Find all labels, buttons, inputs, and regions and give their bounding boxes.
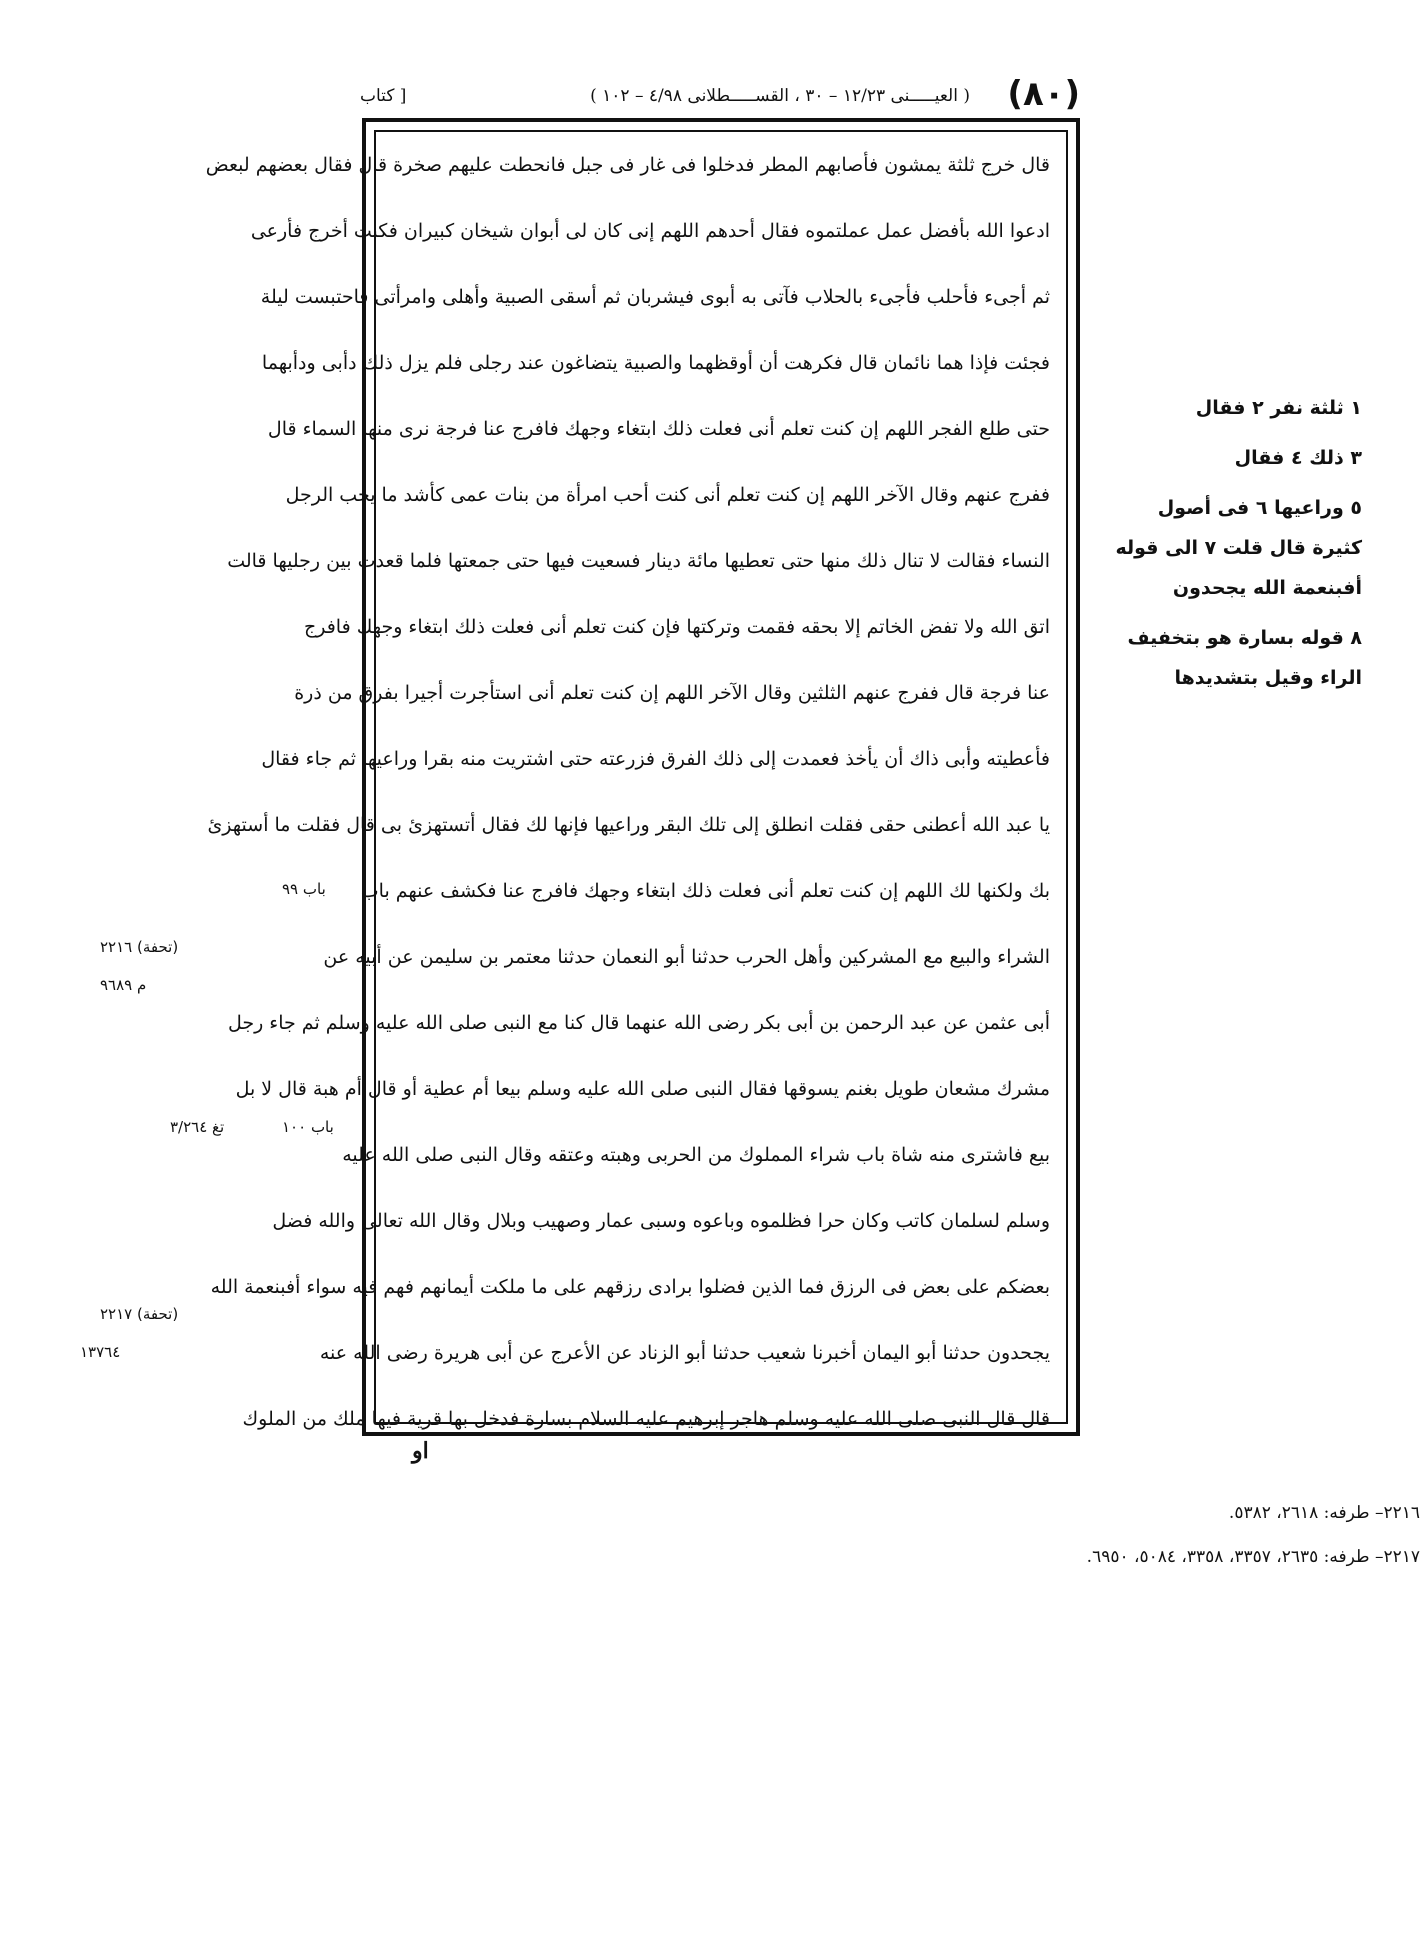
variant-8: ٨ قوله بسارة هو بتخفيف [1127, 627, 1362, 649]
variant-6-cont: كثيرة قال قلت ٧ الى قوله [1115, 537, 1362, 559]
footnote-2216: ٢٢١٦– طرفه: ٢٦١٨، ٥٣٨٢. [1228, 1503, 1420, 1523]
text-line-17: وسلم لسلمان كاتب وكان حرا فظلموه وباعوه وسبى عمار وصهيب وبلال وقال الله تعالى والله فضل [272, 1210, 1050, 1232]
catchword: او [412, 1438, 429, 1464]
margin-ref-2216: (تحفة) ٢٢١٦ [100, 938, 179, 956]
margin-ref-13764: ١٣٧٦٤ [80, 1343, 121, 1361]
variant-readings [1112, 395, 1362, 715]
text-line-12: بك ولكنها لك اللهم إن كنت تعلم أنى فعلت ذلك ابتغاء وجهك فافرج عنا فكشف عنهم باب [360, 880, 1050, 902]
text-line-11: يا عبد الله أعطنى حقى فقلت انطلق إلى تلك البقر وراعيها فإنها لك فقال أتستهزئ بى قال فقلت ما أستهزئ [207, 814, 1050, 836]
text-line-5: حتى طلع الفجر اللهم إن كنت تعلم أنى فعلت ذلك ابتغاء وجهك فافرج عنا فرجة نرى منها السماء قال [267, 418, 1050, 440]
text-line-6: ففرج عنهم وقال الآخر اللهم إن كنت تعلم أنى كنت أحب امرأة من بنات عمى كأشد ما يحب الرجل [285, 484, 1050, 506]
text-line-19: يجحدون حدثنا أبو اليمان أخبرنا شعيب حدثنا أبو الزناد عن الأعرج عن أبى هريرة رضى الله عنه [319, 1342, 1050, 1364]
text-line-4: فجئت فإذا هما نائمان قال فكرهت أن أوقظهما والصبية يتضاغون عند رجلى فلم يزل ذلك دأبى ودأبهما [261, 352, 1050, 374]
text-line-9: عنا فرجة قال ففرج عنهم الثلثين وقال الآخر اللهم إن كنت تعلم أنى استأجرت أجيرا بفرق من ذرة [294, 682, 1050, 704]
page-header [360, 74, 1080, 122]
variant-7-cont: أفبنعمة الله يجحدون [1172, 577, 1362, 599]
text-line-7: النساء فقالت لا تنال ذلك منها حتى تعطيها مائة دينار فسعيت فيها حتى جمعتها فلما قعدت بين رجليها قالت [227, 550, 1050, 572]
margin-bab-100: باب ١٠٠ [282, 1118, 334, 1136]
variant-5-6: ٥ وراعيها ٦ فى أصول [1157, 497, 1362, 519]
text-line-14: أبى عثمن عن عبد الرحمن بن أبى بكر رضى الله عنهما قال كنا مع النبى صلى الله عليه وسلم ثم جاء رجل [227, 1012, 1050, 1034]
text-line-10: فأعطيته وأبى ذاك أن يأخذ فعمدت إلى ذلك الفرق فزرعته حتى اشتريت منه بقرا وراعيها ثم جاء فقال [261, 748, 1050, 770]
footnote-2217: ٢٢١٧– طرفه: ٢٦٣٥، ٣٣٥٧، ٣٣٥٨، ٥٠٨٤، ٦٩٥٠. [1086, 1547, 1420, 1567]
margin-ref-9689: م ٩٦٨٩ [100, 976, 147, 994]
variant-8-cont: الراء وقيل بتشديدها [1174, 667, 1362, 689]
variant-1-2: ١ ثلثة نفر ٢ فقال [1195, 397, 1362, 419]
text-line-20: قال قال النبى صلى الله عليه وسلم هاجر إبرهيم عليه السلام بسارة فدخل بها قرية فيها ملك من الملوك [242, 1408, 1050, 1430]
text-line-15: مشرك مشعان طويل بغنم يسوقها فقال النبى صلى الله عليه وسلم بيعا أم عطية أو قال أم هبة قال لا بل [235, 1078, 1050, 1100]
page-number: (٨٠) [1007, 74, 1080, 114]
text-line-2: ادعوا الله بأفضل عمل عملتموه فقال أحدهم اللهم إنى كان لى أبوان شيخان كبيران فكنت أخرج فأرعى [250, 220, 1050, 242]
variant-3-4: ٣ ذلك ٤ فقال [1234, 447, 1362, 469]
header-book-label: [ كتاب [360, 86, 407, 106]
margin-ref-2217: (تحفة) ٢٢١٧ [100, 1305, 179, 1323]
text-line-16: بيع فاشترى منه شاة باب شراء المملوك من الحربى وهبته وعتقه وقال النبى صلى الله عليه [342, 1144, 1050, 1166]
margin-bab-99: باب ٩٩ [282, 880, 326, 898]
text-line-18: بعضكم على بعض فى الرزق فما الذين فضلوا برادى رزقهم على ما ملكت أيمانهم فهم فيه سواء أفبنعمة الله [210, 1276, 1050, 1298]
margin-taghliq: تغ ٣/٢٦٤ [170, 1118, 225, 1136]
text-line-13: الشراء والبيع مع المشركين وأهل الحرب حدثنا أبو النعمان حدثنا معتمر بن سليمن عن أبيه عن [323, 946, 1050, 968]
text-line-1: قال خرج ثلثة يمشون فأصابهم المطر فدخلوا فى غار فى جبل فانحطت عليهم صخرة قال فقال بعضهم لبعض [205, 154, 1050, 176]
text-line-8: اتق الله ولا تفض الخاتم إلا بحقه فقمت وتركتها فإن كنت تعلم أنى فعلت ذلك ابتغاء وجهك فافرج [303, 616, 1050, 638]
header-references: ( العيـــــنى ١٢/٢٣ – ٣٠ ، القســـــطلانى ٤/٩٨ – ١٠٢ ) [590, 86, 970, 106]
text-line-3: ثم أجىء فأحلب فأجىء بالحلاب فآتى به أبوى فيشربان ثم أسقى الصبية وأهلى وامرأتى فاحتبست ليلة [260, 286, 1050, 308]
